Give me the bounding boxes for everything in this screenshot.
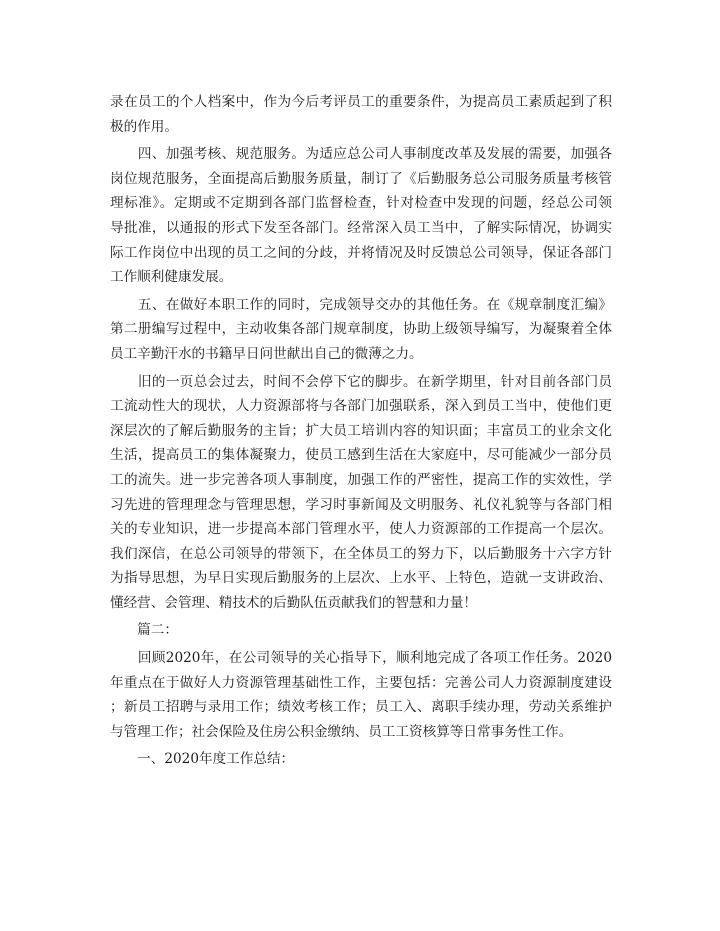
text-line: 员工辛勤汗水的书籍早日问世献出自己的微薄之力。 <box>110 345 423 362</box>
text-line: 一、2020年度工作总结： <box>110 751 295 768</box>
text-line: 岗位规范服务，全面提高后勤服务质量，制订了《后勤服务总公司服务质量考核管 <box>110 170 612 187</box>
paragraph-p7-summary-heading <box>110 747 612 772</box>
text-line: 懂经营、会管理、精技术的后勤队伍贡献我们的智慧和力量！ <box>110 594 478 611</box>
text-line: 五、在做好本职工作的同时，完成领导交办的其他任务。在《规章制度汇编》 <box>110 296 612 313</box>
paragraph-p2-section-four <box>110 142 612 290</box>
text-line: 工流动性大的现状，人力资源部将与各部门加强联系，深入到员工当中，使他们更 <box>110 398 612 415</box>
text-line: 年重点在于做好人力资源管理基础性工作，主要包括：完善公司人力资源制度建设 <box>110 674 612 691</box>
text-line: 旧的一页总会过去，时间不会停下它的脚步。在新学期里，针对目前各部门员 <box>110 373 612 390</box>
paragraph-p3-section-five <box>110 293 612 367</box>
text-line: 工作顺利健康发展。 <box>110 269 233 286</box>
paragraph-p4-outlook <box>110 370 612 616</box>
paragraph-p6-review-2020 <box>110 646 612 744</box>
paragraph-p5-part-two-heading <box>110 618 612 643</box>
text-line: 关的专业知识，进一步提高本部门管理水平，使人力资源部的工作提高一个层次。 <box>110 521 612 538</box>
text-line: 工的流失。进一步完善各项人事制度，加强工作的严密性，提高工作的实效性，学 <box>110 471 612 488</box>
text-line: 四、加强考核、规范服务。为适应总公司人事制度改革及发展的需要，加强各 <box>110 146 612 163</box>
text-line: 为指导思想，为早日实现后勤服务的上层次、上水平、上特色，造就一支讲政治、 <box>110 570 612 587</box>
text-line: 导批准，以通报的形式下发至各部门。经常深入员工当中，了解实际情况，协调实 <box>110 219 612 236</box>
text-line: 我们深信，在总公司领导的带领下，在全体员工的努力下，以后勤服务十六字方针 <box>110 545 612 562</box>
text-line: 理标准》。定期或不定期到各部门监督检查，针对检查中发现的问题，经总公司领 <box>110 195 612 212</box>
document-body <box>110 90 612 772</box>
text-line: 习先进的管理理念与管理思想，学习时事新闻及文明服务、礼仪礼貌等与各部门相 <box>110 496 612 513</box>
text-line: 录在员工的个人档案中，作为今后考评员工的重要条件，为提高员工素质起到了积 <box>110 94 612 110</box>
text-line: 际工作岗位中出现的员工之间的分歧，并将情况及时反馈总公司领导，保证各部门 <box>110 244 612 261</box>
text-line: 第二册编写过程中，主动收集各部门规章制度，协助上级领导编写，为凝聚着全体 <box>110 321 612 338</box>
text-line: 回顾2020年，在公司领导的关心指导下，顺利地完成了各项工作任务。2020 <box>110 650 612 667</box>
text-line: 深层次的了解后勤服务的主旨；扩大员工培训内容的知识面；丰富员工的业余文化 <box>110 422 612 439</box>
text-line: 生活，提高员工的集体凝聚力，使员工感到生活在大家庭中，尽可能减少一部分员 <box>110 447 612 464</box>
text-line: ；新员工招聘与录用工作；绩效考核工作；员工入、离职手续办理，劳动关系维护 <box>110 699 612 716</box>
text-line: 篇二： <box>110 622 178 639</box>
paragraph-p1-continued <box>110 90 612 139</box>
text-line: 极的作用。 <box>110 118 178 135</box>
text-line: 与管理工作；社会保险及住房公积金缴纳、员工工资核算等日常事务性工作。 <box>110 723 573 740</box>
